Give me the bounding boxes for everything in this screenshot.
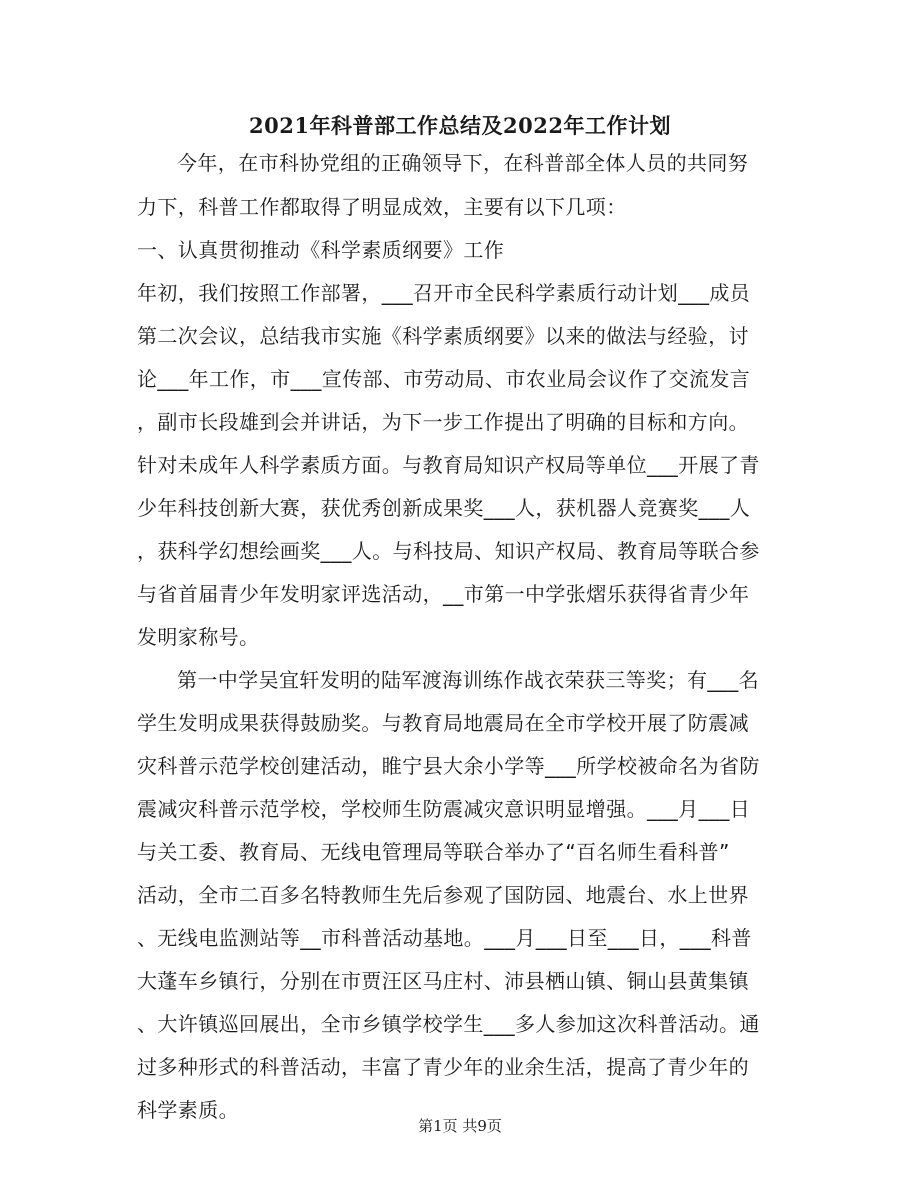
text-line: 与省首届青少年发明家评选活动，__市第一中学张熠乐获得省青少年 [137,582,750,606]
document-title: 2021年科普部工作总结及2022年工作计划 [249,113,671,138]
text-line: 科学素质。 [137,1098,239,1122]
text-line: 与关工委、教育局、无线电管理局等联合举办了“百名师生看科普” [137,840,730,864]
text-line: 论___年工作，市___宣传部、市劳动局、市农业局会议作了交流发言 [137,367,751,391]
text-line: 年初，我们按照工作部署，___召开市全民科学素质行动计划___成员 [137,281,751,305]
text-line: 第二次会议，总结我市实施《科学素质纲要》以来的做法与经验，讨 [137,324,749,348]
text-line: 少年科技创新大赛，获优秀创新成果奖___人，获机器人竞赛奖___人 [137,496,751,520]
text-line: 今年，在市科协党组的正确领导下，在科普部全体人员的共同努 [177,151,749,175]
text-line: 活动，全市二百多名特教师生先后参观了国防园、地震台、水上世界 [137,883,749,907]
text-line: ，获科学幻想绘画奖___人。与科技局、知识产权局、教育局等联合参 [137,539,760,563]
text-line: 震减灾科普示范学校，学校师生防震减灾意识明显增强。___月___日 [137,797,751,821]
text-line: 过多种形式的科普活动，丰富了青少年的业余生活，提高了青少年的 [137,1055,749,1079]
text-line: 灾科普示范学校创建活动，睢宁县大余小学等___所学校被命名为省防 [137,754,760,778]
text-line: 、大许镇巡回展出，全市乡镇学校学生___多人参加这次科普活动。通 [137,1012,760,1036]
text-line: ，副市长段雄到会并讲话，为下一步工作提出了明确的目标和方向。 [137,410,749,434]
text-line: 大蓬车乡镇行，分别在市贾汪区马庄村、沛县栖山镇、铜山县黄集镇 [137,969,749,993]
section-heading: 一、认真贯彻推动《科学素质纲要》工作 [137,238,505,262]
text-line: 、无线电监测站等__市科普活动基地。___月___日至___日，___科普 [137,926,752,950]
text-line: 第一中学吴宜轩发明的陆军渡海训练作战衣荣获三等奖；有___名 [177,668,759,692]
page-number-footer: 第1页 共9页 [418,1117,502,1135]
text-line: 发明家称号。 [137,625,260,649]
text-line: 针对未成年人科学素质方面。与教育局知识产权局等单位___开展了青 [137,453,760,477]
text-line: 学生发明成果获得鼓励奖。与教育局地震局在全市学校开展了防震减 [137,711,749,735]
text-line: 力下，科普工作都取得了明显成效，主要有以下几项： [137,195,627,219]
